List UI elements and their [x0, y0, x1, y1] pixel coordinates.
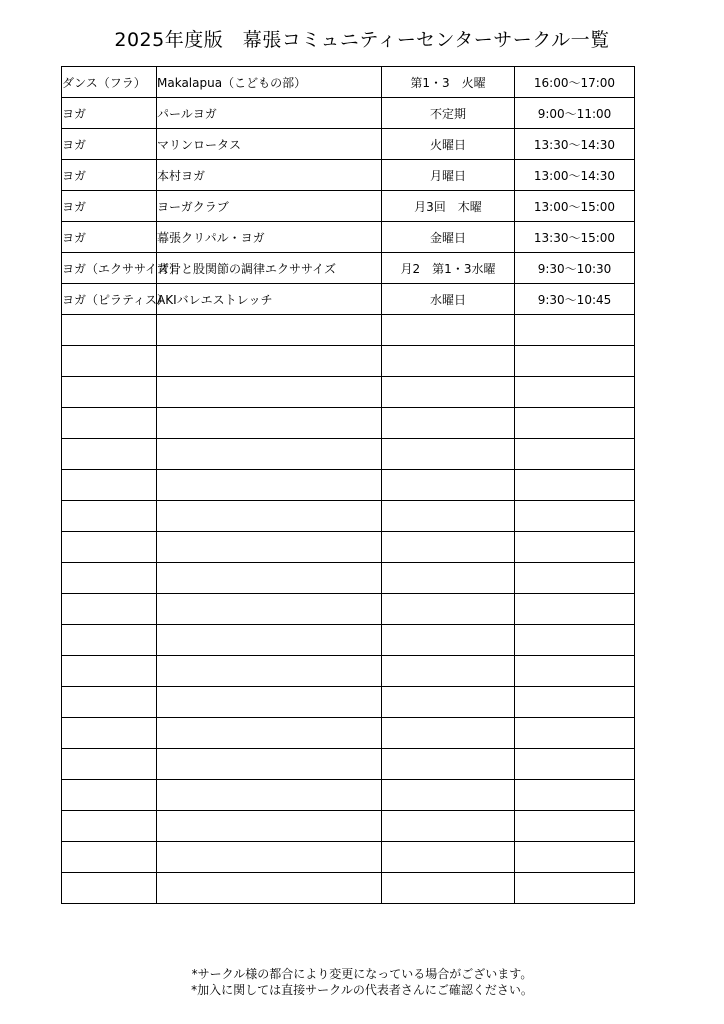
empty-cell	[382, 873, 515, 904]
empty-table-row	[62, 780, 635, 811]
empty-cell	[62, 470, 157, 501]
empty-cell	[62, 501, 157, 532]
table-row	[62, 129, 635, 160]
empty-table-row	[62, 656, 635, 687]
circle-name-cell: 背骨と股関節の調律エクササイズ	[157, 253, 382, 284]
day-cell: 不定期	[382, 98, 515, 129]
table-row	[62, 191, 635, 222]
empty-cell	[515, 842, 635, 873]
empty-cell	[157, 501, 382, 532]
empty-cell	[157, 811, 382, 842]
empty-cell	[515, 594, 635, 625]
empty-cell	[62, 656, 157, 687]
empty-cell	[382, 594, 515, 625]
empty-table-row	[62, 625, 635, 656]
empty-cell	[515, 439, 635, 470]
empty-cell	[62, 749, 157, 780]
empty-cell	[157, 470, 382, 501]
empty-cell	[62, 408, 157, 439]
genre-cell: ヨガ	[62, 98, 157, 129]
empty-cell	[382, 346, 515, 377]
empty-table-row	[62, 687, 635, 718]
genre-cell: ヨガ	[62, 160, 157, 191]
empty-cell	[515, 315, 635, 346]
empty-cell	[62, 315, 157, 346]
empty-cell	[382, 842, 515, 873]
empty-cell	[382, 315, 515, 346]
empty-cell	[515, 873, 635, 904]
time-cell: 13:00〜14:30	[515, 160, 635, 191]
empty-cell	[382, 780, 515, 811]
genre-cell: ヨガ	[62, 222, 157, 253]
empty-cell	[157, 873, 382, 904]
genre-cell: ヨガ（エクササイズ）	[62, 253, 157, 284]
empty-cell	[382, 718, 515, 749]
genre-cell: ヨガ	[62, 191, 157, 222]
genre-cell: ヨガ（ピラティス）	[62, 284, 157, 315]
empty-cell	[62, 532, 157, 563]
empty-cell	[157, 656, 382, 687]
empty-table-row	[62, 470, 635, 501]
empty-cell	[62, 625, 157, 656]
time-cell: 9:00〜11:00	[515, 98, 635, 129]
empty-cell	[62, 780, 157, 811]
empty-table-row	[62, 377, 635, 408]
empty-cell	[515, 687, 635, 718]
circle-name-cell: 幕張クリパル・ヨガ	[157, 222, 382, 253]
empty-cell	[62, 718, 157, 749]
empty-cell	[382, 749, 515, 780]
empty-cell	[382, 501, 515, 532]
empty-cell	[157, 377, 382, 408]
circle-list-body	[62, 67, 635, 904]
empty-cell	[62, 377, 157, 408]
empty-table-row	[62, 811, 635, 842]
empty-cell	[157, 346, 382, 377]
table-row	[62, 222, 635, 253]
empty-table-row	[62, 563, 635, 594]
time-cell: 13:30〜15:00	[515, 222, 635, 253]
empty-cell	[515, 718, 635, 749]
empty-cell	[157, 687, 382, 718]
empty-table-row	[62, 501, 635, 532]
footnote-join-notice: *加入に関しては直接サークルの代表者さんにご確認ください。	[191, 983, 533, 997]
time-cell: 13:30〜14:30	[515, 129, 635, 160]
empty-cell	[157, 780, 382, 811]
empty-cell	[62, 439, 157, 470]
empty-cell	[515, 470, 635, 501]
empty-cell	[62, 594, 157, 625]
empty-cell	[515, 780, 635, 811]
table-row	[62, 253, 635, 284]
page-title: 2025年度版 幕張コミュニティーセンターサークル一覧	[114, 29, 610, 51]
circle-name-cell: AKIバレエストレッチ	[157, 284, 382, 315]
empty-cell	[382, 656, 515, 687]
time-cell: 9:30〜10:30	[515, 253, 635, 284]
empty-cell	[515, 811, 635, 842]
empty-cell	[515, 346, 635, 377]
time-cell: 16:00〜17:00	[515, 67, 635, 98]
genre-cell: ヨガ	[62, 129, 157, 160]
empty-cell	[382, 439, 515, 470]
empty-cell	[515, 532, 635, 563]
empty-cell	[157, 594, 382, 625]
table-row	[62, 284, 635, 315]
day-cell: 金曜日	[382, 222, 515, 253]
footnotes	[0, 966, 724, 998]
table-row	[62, 98, 635, 129]
empty-cell	[157, 625, 382, 656]
empty-cell	[515, 501, 635, 532]
empty-cell	[157, 718, 382, 749]
empty-cell	[382, 563, 515, 594]
empty-cell	[62, 842, 157, 873]
empty-cell	[157, 749, 382, 780]
empty-cell	[157, 439, 382, 470]
empty-table-row	[62, 594, 635, 625]
day-cell: 第1・3 火曜	[382, 67, 515, 98]
empty-cell	[382, 625, 515, 656]
empty-table-row	[62, 842, 635, 873]
empty-cell	[515, 656, 635, 687]
circle-name-cell: 本村ヨガ	[157, 160, 382, 191]
empty-cell	[382, 811, 515, 842]
empty-cell	[157, 532, 382, 563]
empty-cell	[382, 532, 515, 563]
day-cell: 月3回 木曜	[382, 191, 515, 222]
empty-cell	[157, 563, 382, 594]
time-cell: 13:00〜15:00	[515, 191, 635, 222]
circle-name-cell: ヨーガクラブ	[157, 191, 382, 222]
empty-table-row	[62, 749, 635, 780]
empty-cell	[62, 346, 157, 377]
empty-cell	[382, 408, 515, 439]
table-row	[62, 160, 635, 191]
empty-cell	[62, 873, 157, 904]
empty-cell	[157, 408, 382, 439]
time-cell: 9:30〜10:45	[515, 284, 635, 315]
day-cell: 水曜日	[382, 284, 515, 315]
empty-table-row	[62, 439, 635, 470]
empty-cell	[382, 377, 515, 408]
empty-cell	[515, 408, 635, 439]
day-cell: 月2 第1・3水曜	[382, 253, 515, 284]
day-cell: 火曜日	[382, 129, 515, 160]
empty-table-row	[62, 873, 635, 904]
empty-table-row	[62, 315, 635, 346]
empty-cell	[515, 377, 635, 408]
circle-list-table	[61, 66, 635, 904]
circle-name-cell: Makalapua（こどもの部）	[157, 67, 382, 98]
empty-cell	[62, 811, 157, 842]
empty-table-row	[62, 346, 635, 377]
empty-cell	[515, 625, 635, 656]
circle-name-cell: マリンロータス	[157, 129, 382, 160]
table-row	[62, 67, 635, 98]
empty-cell	[157, 842, 382, 873]
empty-cell	[515, 749, 635, 780]
empty-cell	[62, 687, 157, 718]
empty-cell	[62, 563, 157, 594]
empty-cell	[382, 687, 515, 718]
day-cell: 月曜日	[382, 160, 515, 191]
empty-cell	[382, 470, 515, 501]
genre-cell: ダンス（フラ）	[62, 67, 157, 98]
empty-cell	[515, 563, 635, 594]
footnote-change-notice: *サークル様の都合により変更になっている場合がございます。	[191, 967, 533, 981]
empty-cell	[157, 315, 382, 346]
empty-table-row	[62, 532, 635, 563]
empty-table-row	[62, 408, 635, 439]
circle-name-cell: パールヨガ	[157, 98, 382, 129]
empty-table-row	[62, 718, 635, 749]
